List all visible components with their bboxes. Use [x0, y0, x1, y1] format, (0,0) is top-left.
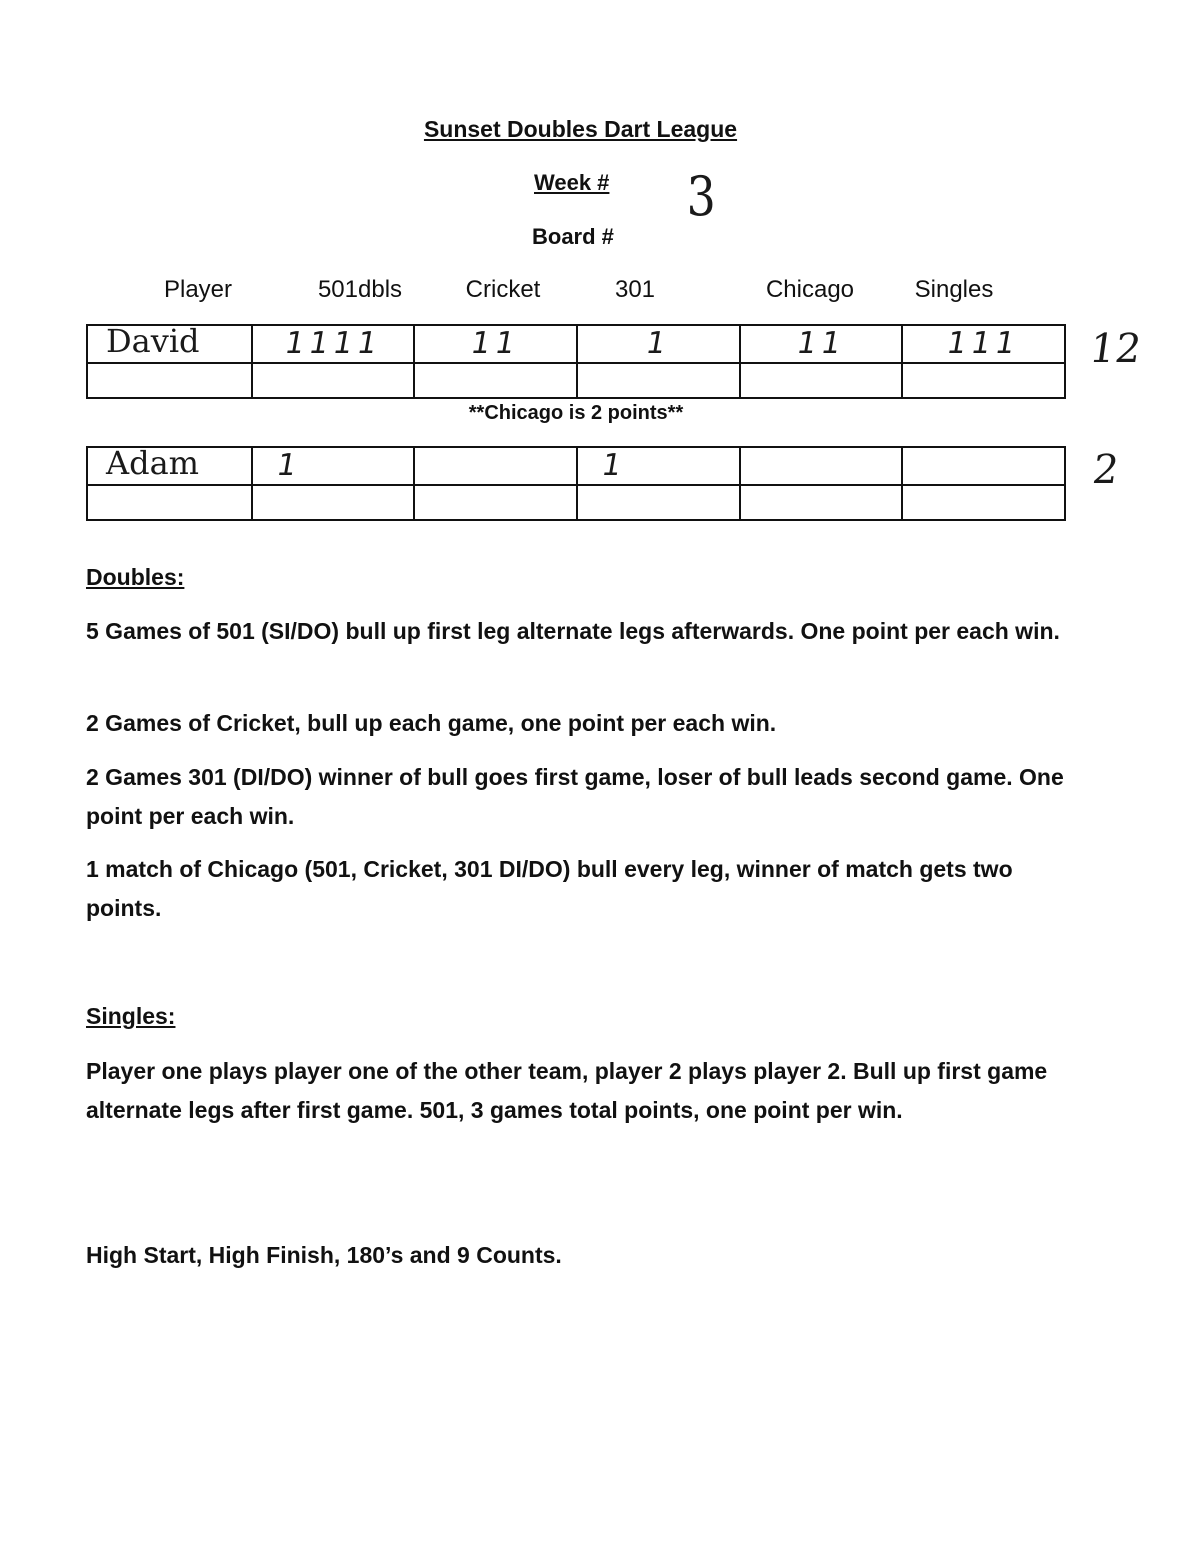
- player-cell: [87, 322, 252, 363]
- footer-note: High Start, High Finish, 180’s and 9 Counts.: [86, 1242, 562, 1268]
- score-cell-501dbls: [252, 325, 415, 363]
- doubles-heading: Doubles:: [86, 564, 185, 590]
- empty-cell: [740, 485, 903, 520]
- score-cell-singles: [902, 325, 1065, 363]
- singles-rule: Player one plays player one of the other team, player 2 plays player 2. Bull up first game alternate legs after first game. 501, 3 games total points, one point per win.: [86, 1058, 1048, 1123]
- league-title: Sunset Doubles Dart League: [423, 116, 738, 142]
- column-header-501dbls: 501dbls: [317, 276, 403, 303]
- tally-501dbls: 1111: [281, 326, 385, 361]
- doubles-rule-301: 2 Games 301 (DI/DO) winner of bull goes first game, loser of bull leads second game. One point per each win.: [86, 764, 1064, 829]
- player-cell: [87, 444, 252, 485]
- tally-301: 1: [598, 448, 630, 483]
- column-header-singles: Singles: [914, 276, 994, 303]
- empty-cell: [87, 485, 252, 520]
- empty-cell: [252, 363, 415, 398]
- score-table-team-1: [86, 324, 1066, 399]
- column-header-player: Player: [163, 276, 233, 303]
- tally-chicago: 11: [793, 326, 849, 361]
- score-cell-chicago: [740, 325, 903, 363]
- empty-cell: [577, 485, 740, 520]
- tally-301: 1: [643, 326, 674, 361]
- tally-cricket: 11: [468, 326, 523, 361]
- week-label: Week #: [534, 170, 610, 195]
- score-cell-cricket: [414, 325, 577, 363]
- empty-cell: [414, 363, 577, 398]
- empty-cell: [252, 485, 415, 520]
- player-name: Adam: [106, 444, 200, 482]
- column-header-301: 301: [614, 276, 656, 303]
- doubles-rule-chicago: 1 match of Chicago (501, Cricket, 301 DI/DO) bull every leg, winner of match gets two points.: [86, 856, 1013, 921]
- column-header-chicago: Chicago: [765, 276, 855, 303]
- score-cell-singles: [902, 447, 1065, 485]
- score-cell-cricket: [414, 447, 577, 485]
- column-header-cricket: Cricket: [465, 276, 541, 303]
- empty-cell: [740, 363, 903, 398]
- board-label: Board #: [532, 224, 614, 249]
- score-cell-301: [577, 447, 740, 485]
- team-2-total: 2: [1089, 447, 1122, 493]
- chicago-points-note: **Chicago is 2 points**: [468, 402, 684, 424]
- score-cell-301: [577, 325, 740, 363]
- score-table-team-2: [86, 446, 1066, 521]
- empty-cell: [902, 363, 1065, 398]
- tally-singles: 111: [944, 326, 1023, 361]
- score-cell-chicago: [740, 447, 903, 485]
- empty-cell: [902, 485, 1065, 520]
- player-name: David: [106, 322, 200, 360]
- team-1-total: 12: [1086, 326, 1145, 372]
- week-number-handwritten: 3: [686, 165, 716, 228]
- empty-cell: [577, 363, 740, 398]
- empty-cell: [87, 363, 252, 398]
- doubles-rule-cricket: 2 Games of Cricket, bull up each game, one point per each win.: [86, 710, 777, 736]
- empty-cell: [414, 485, 577, 520]
- doubles-rule-501: 5 Games of 501 (SI/DO) bull up first leg alternate legs afterwards. One point per each win.: [86, 618, 1060, 644]
- tally-501dbls: 1: [273, 448, 304, 483]
- singles-heading: Singles:: [86, 1003, 176, 1029]
- score-cell-501dbls: [252, 447, 415, 485]
